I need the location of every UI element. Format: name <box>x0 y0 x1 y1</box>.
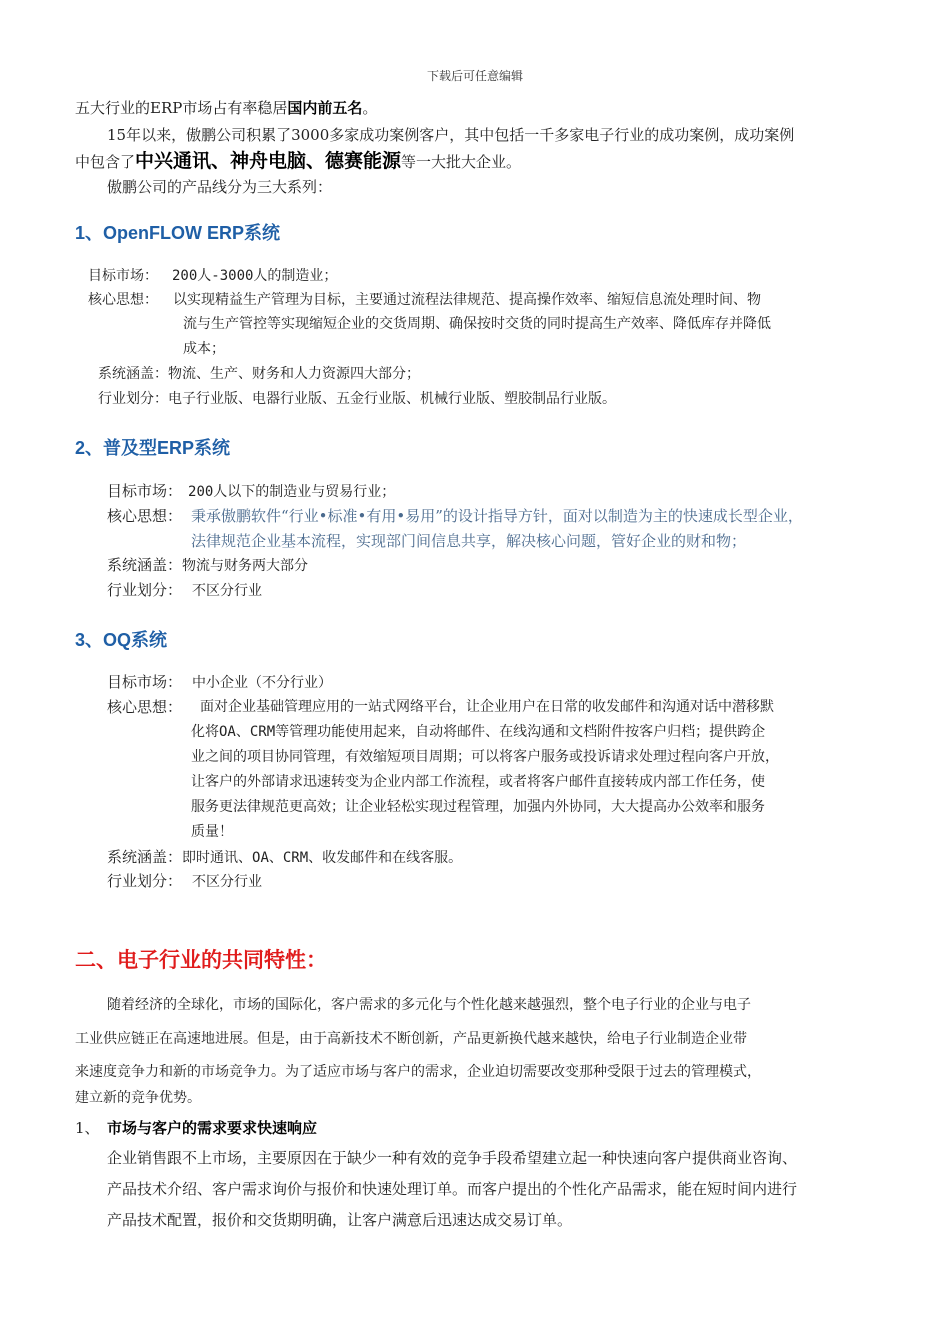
part-2-para-line-3: 来速度竞争力和新的市场竞争力。为了适应市场与客户的需求，企业迫切需要改变那种受限于过去的管理模式， <box>75 1064 761 1080</box>
section-3-industry <box>107 869 262 895</box>
intro-line-1-text: 五大行业的ERP市场占有率稳居 <box>75 99 288 117</box>
section-1-target-label: 目标市场： <box>88 268 158 284</box>
section-3-target-value: 中小企业（不分行业） <box>192 675 333 691</box>
section-2-industry <box>107 578 262 604</box>
section-2-cover <box>107 553 308 579</box>
section-3-cover-label: 系统涵盖： <box>107 848 183 866</box>
section-3-core-line-3: 业之间的项目协同管理，有效缩短项目周期；可以将客户服务或投诉请求处理过程向客户开放， <box>191 749 779 765</box>
section-2-target-label: 目标市场： <box>107 482 183 500</box>
intro-line-1 <box>75 96 377 121</box>
section-1-target-value: 200人-3000人的制造业； <box>172 268 338 284</box>
section-2-target <box>107 479 395 505</box>
section-2-cover-label: 系统涵盖： <box>107 556 183 574</box>
section-3-target-label: 目标市场： <box>107 673 183 691</box>
section-2-industry-value: 不区分行业 <box>192 583 263 599</box>
section-2-core-line-2: 法律规范企业基本流程，实现部门间信息共享，解决核心问题，管好企业的财和物； <box>191 532 747 550</box>
section-1-cover-label: 系统涵盖： <box>98 366 168 382</box>
part-2-item-1-title: 市场与客户的需求要求快速响应 <box>107 1119 318 1137</box>
section-3-industry-label: 行业划分： <box>107 872 183 890</box>
section-3-cover <box>107 845 462 871</box>
section-2-heading: 2、普及型ERP系统 <box>75 438 231 458</box>
intro-line-3-text: 中包含了 <box>75 153 136 171</box>
section-2-target-value: 200人以下的制造业与贸易行业； <box>188 484 396 500</box>
section-1-industry-label: 行业划分： <box>98 391 168 407</box>
section-3-core-line-2: 化将OA、CRM等管理功能使用起来，自动将邮件、在线沟通和文档附件按客户归档；提供跨企 <box>191 724 766 740</box>
section-1-industry <box>98 387 616 412</box>
section-1-core-label: 核心思想： <box>88 292 158 308</box>
part-2-item-1-number: 1、 <box>75 1119 100 1137</box>
part-2-para-line-1: 随着经济的全球化，市场的国际化，客户需求的多元化与个性化越来越强烈，整个电子行业的企业与电子 <box>107 997 751 1013</box>
section-3-core-line-1: 面对企业基础管理应用的一站式网络平台，让企业用户在日常的收发邮件和沟通对话中潜移默 <box>200 699 774 715</box>
intro-line-4: 傲鹏公司的产品线分为三大系列： <box>107 178 333 196</box>
part-2-heading: 二、电子行业的共同特性： <box>75 948 327 972</box>
intro-line-2: 15年以来，傲鹏公司积累了3000多家成功案例客户，其中包括一千多家电子行业的成功案例，成功案例 <box>107 126 795 144</box>
section-1-industry-value: 电子行业版、电器行业版、五金行业版、机械行业版、塑胶制品行业版。 <box>168 391 616 407</box>
section-1-heading: 1、OpenFLOW ERP系统 <box>75 223 281 243</box>
intro-line-3-bold: 中兴通讯、神舟电脑、德赛能源 <box>135 150 402 172</box>
part-2-para-line-4: 建立新的竞争优势。 <box>75 1090 201 1106</box>
intro-line-3-end: 等一大批大企业。 <box>401 153 522 171</box>
section-1-cover-value: 物流、生产、财务和人力资源四大部分； <box>168 366 420 382</box>
section-1-core-line-2: 流与生产管控等实现缩短企业的交货周期、确保按时交货的同时提高生产效率、降低库存并降低 <box>183 316 771 332</box>
part-2-item-1-line-3: 产品技术配置，报价和交货期明确，让客户满意后迅速达成交易订单。 <box>107 1211 573 1229</box>
section-3-core-line-6: 质量！ <box>191 824 233 840</box>
section-3-core-line-5: 服务更法律规范更高效；让企业轻松实现过程管理，加强内外协同，大大提高办公效率和服务 <box>191 799 765 815</box>
section-3-core-label: 核心思想： <box>107 698 183 716</box>
intro-line-1-end: 。 <box>362 99 378 117</box>
section-2-core-line-1: 秉承傲鹏软件“行业•标准•有用•易用”的设计指导方针，面对以制造为主的快速成长型企业， <box>191 507 803 525</box>
section-1-target <box>88 264 337 289</box>
intro-line-1-bold: 国内前五名 <box>287 99 363 117</box>
section-3-industry-value: 不区分行业 <box>192 874 263 890</box>
section-3-target <box>107 670 332 696</box>
section-3-heading: 3、OQ系统 <box>75 630 168 650</box>
section-1-core-line-3: 成本； <box>183 341 225 357</box>
section-3-cover-value: 即时通讯、OA、CRM、收发邮件和在线客服。 <box>182 850 463 866</box>
section-1-core-line-1: 以实现精益生产管理为目标，主要通过流程法律规范、提高操作效率、缩短信息流处理时间、物 <box>173 292 761 308</box>
section-1-cover <box>98 362 420 387</box>
intro-line-3 <box>75 149 521 175</box>
section-3-core-line-4: 让客户的外部请求迅速转变为企业内部工作流程，或者将客户邮件直接转成内部工作任务，使 <box>191 774 765 790</box>
section-2-core-label: 核心思想： <box>107 507 183 525</box>
part-2-item-1-line-2: 产品技术介绍、客户需求询价与报价和快速处理订单。而客户提出的个性化产品需求，能在短时间内进行 <box>107 1180 798 1198</box>
part-2-para-line-2: 工业供应链正在高速地进展。但是，由于高新技术不断创新，产品更新换代越来越快，给电子行业制造企业带 <box>75 1031 747 1047</box>
part-2-item-1-line-1: 企业销售跟不上市场，主要原因在于缺少一种有效的竞争手段希望建立起一种快速向客户提供商业咨询、 <box>107 1149 798 1167</box>
page-header: 下载后可任意编辑 <box>426 69 523 83</box>
section-2-industry-label: 行业划分： <box>107 581 183 599</box>
section-2-cover-value: 物流与财务两大部分 <box>182 558 309 574</box>
